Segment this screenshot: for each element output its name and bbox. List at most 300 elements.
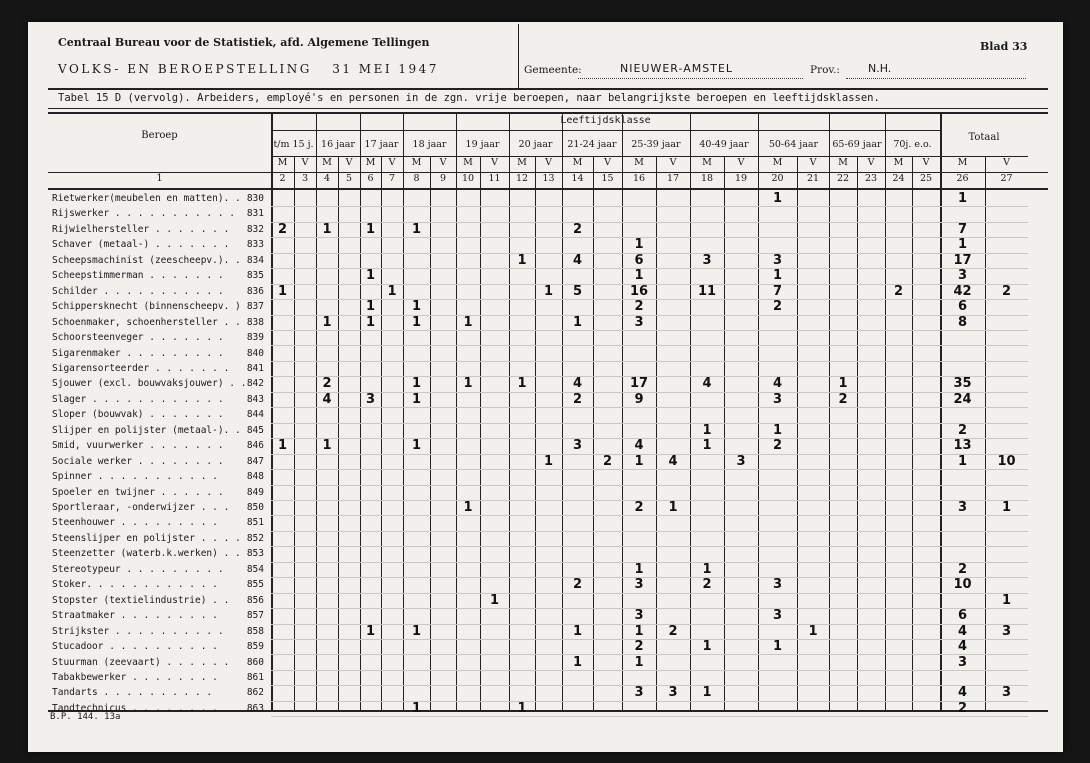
count-cell: 8 bbox=[957, 314, 968, 330]
column-number: 5 bbox=[345, 173, 353, 184]
occupation-label: Stucadoor . . . . . . . . . . bbox=[52, 641, 218, 653]
occupation-code: 839 bbox=[246, 332, 264, 344]
table-row bbox=[28, 316, 1063, 331]
count-cell: 3 bbox=[772, 577, 783, 593]
sex-label-v: V bbox=[545, 157, 552, 168]
count-cell: 1 bbox=[957, 453, 968, 469]
table-row bbox=[28, 331, 1063, 346]
occupation-code: 859 bbox=[246, 641, 264, 653]
count-cell: 3 bbox=[634, 314, 644, 330]
count-cell: 1 bbox=[411, 314, 422, 330]
sex-label-v: V bbox=[922, 157, 930, 168]
table-row bbox=[28, 424, 1063, 439]
count-cell: 4 bbox=[957, 685, 968, 701]
count-cell: 2 bbox=[322, 376, 332, 392]
occupation-label: Schoorsteenveger . . . . . . . bbox=[52, 332, 224, 344]
column-number: 21 bbox=[806, 173, 820, 184]
count-cell: 1 bbox=[322, 221, 332, 237]
count-cell: 1 bbox=[668, 500, 678, 515]
occupation-label: Rijswerker . . . . . . . . . . . bbox=[52, 208, 236, 220]
table-row bbox=[28, 393, 1063, 408]
count-cell: 1 bbox=[572, 654, 583, 670]
occupation-code: 861 bbox=[246, 671, 264, 683]
count-cell: 1 bbox=[634, 654, 644, 670]
sex-label-v: V bbox=[867, 157, 875, 168]
sex-label-m: M bbox=[277, 157, 288, 168]
occupation-code: 838 bbox=[246, 316, 264, 328]
table-row bbox=[28, 532, 1063, 547]
column-number: 9 bbox=[439, 173, 447, 184]
sex-label-v: V bbox=[439, 157, 447, 168]
count-cell: 3 bbox=[957, 500, 968, 515]
count-cell: 1 bbox=[1001, 500, 1012, 515]
count-cell: 6 bbox=[634, 252, 644, 268]
count-cell: 2 bbox=[893, 283, 904, 299]
count-cell: 2 bbox=[772, 438, 783, 454]
count-cell: 10 bbox=[997, 453, 1016, 469]
count-cell: 4 bbox=[702, 376, 712, 392]
count-cell: 2 bbox=[572, 221, 583, 237]
occupation-code: 831 bbox=[246, 208, 264, 220]
occupation-label: Stereotypeur . . . . . . . . . bbox=[52, 563, 224, 575]
table-row bbox=[28, 578, 1063, 593]
occupation-label: Spoeler en twijner . . . . . . bbox=[52, 486, 224, 498]
occupation-label: Stoker. . . . . . . . . . . . bbox=[52, 579, 218, 591]
count-cell: 1 bbox=[957, 191, 968, 206]
table-row bbox=[28, 702, 1063, 717]
count-cell: 2 bbox=[1001, 283, 1012, 299]
count-cell: 3 bbox=[772, 252, 783, 268]
count-cell: 2 bbox=[702, 577, 712, 593]
table-row bbox=[28, 223, 1063, 238]
count-cell: 7 bbox=[772, 283, 783, 299]
table-row bbox=[28, 501, 1063, 516]
occupation-code: 834 bbox=[246, 254, 264, 266]
count-cell: 13 bbox=[953, 438, 972, 454]
sex-label-m: M bbox=[463, 157, 473, 168]
count-cell: 4 bbox=[634, 438, 644, 454]
occupation-code: 858 bbox=[246, 625, 264, 637]
age-header-rule bbox=[271, 130, 940, 131]
prov-label: Prov.: bbox=[810, 64, 840, 76]
form-code: B.P. 144. 13a bbox=[50, 712, 121, 722]
table-row bbox=[28, 656, 1063, 671]
table-row bbox=[28, 563, 1063, 578]
count-cell: 1 bbox=[517, 376, 527, 392]
beroep-col-number: 1 bbox=[156, 173, 163, 184]
count-cell: 3 bbox=[702, 252, 712, 268]
occupation-label: Schaver (metaal-) . . . . . . . bbox=[52, 239, 230, 251]
occupation-label: Sociale werker . . . . . . . . bbox=[52, 455, 224, 467]
occupation-label: Tandtechnicus . . . . . . . . bbox=[52, 702, 218, 714]
column-number: 6 bbox=[367, 173, 374, 184]
prov-underline bbox=[846, 78, 1026, 79]
count-cell: 11 bbox=[697, 283, 717, 299]
age-group-header: 50-64 jaar bbox=[768, 139, 819, 150]
count-cell: 3 bbox=[365, 391, 376, 407]
count-cell: 1 bbox=[634, 268, 644, 284]
column-number: 12 bbox=[515, 173, 529, 184]
count-cell: 2 bbox=[957, 700, 968, 716]
sex-label-v: V bbox=[388, 157, 396, 168]
occupation-code: 841 bbox=[246, 362, 264, 374]
occupation-label: Rietwerker(meubelen en matten). . bbox=[52, 193, 241, 204]
count-cell: 3 bbox=[957, 268, 968, 284]
occupation-label: Steenslijper en polijster . . . . bbox=[52, 532, 241, 544]
occupation-label: Rijwielhersteller . . . . . . . bbox=[52, 223, 230, 235]
table-row bbox=[28, 640, 1063, 655]
census-sheet bbox=[28, 22, 1063, 752]
count-cell: 1 bbox=[543, 283, 554, 299]
count-cell: 17 bbox=[953, 252, 972, 268]
count-cell: 1 bbox=[772, 639, 783, 655]
column-number: 15 bbox=[601, 173, 614, 184]
count-cell: 1 bbox=[634, 453, 644, 469]
column-number: 18 bbox=[700, 173, 714, 184]
count-cell: 4 bbox=[772, 376, 783, 392]
count-cell: 1 bbox=[277, 283, 288, 299]
caption-rule bbox=[48, 108, 1048, 109]
column-number: 26 bbox=[956, 173, 969, 184]
count-cell: 10 bbox=[953, 577, 972, 593]
column-number: 14 bbox=[571, 173, 584, 184]
occupation-code: 832 bbox=[246, 223, 264, 235]
age-group-header: 17 jaar bbox=[364, 139, 399, 150]
count-cell: 2 bbox=[772, 299, 783, 315]
sex-label-v: V bbox=[301, 157, 309, 168]
count-cell: 3 bbox=[634, 577, 644, 593]
count-cell: 4 bbox=[668, 453, 678, 469]
count-cell: 1 bbox=[277, 438, 288, 454]
count-cell: 1 bbox=[702, 561, 712, 577]
occupation-code: 835 bbox=[246, 270, 264, 282]
count-cell: 4 bbox=[572, 376, 583, 392]
sex-label-m: M bbox=[411, 157, 422, 168]
age-group-header: 25-39 jaar bbox=[631, 139, 681, 150]
table-row bbox=[28, 625, 1063, 640]
prov-value: N.H. bbox=[868, 62, 892, 75]
count-cell: 1 bbox=[387, 283, 397, 299]
occupation-label: Slijper en polijster (metaal-). . bbox=[52, 424, 241, 436]
table-row bbox=[28, 516, 1063, 531]
column-number: 3 bbox=[301, 173, 309, 184]
occupation-code: 843 bbox=[246, 393, 264, 405]
occupation-code: 857 bbox=[246, 610, 264, 622]
table-caption: Tabel 15 D (vervolg). Arbeiders, employé's en personen in de zgn. vrije beroepen, naar belangrijkste beroepen en leeftijdsklassen. bbox=[58, 92, 880, 104]
count-cell: 1 bbox=[411, 221, 422, 237]
count-cell: 1 bbox=[1001, 592, 1012, 608]
count-cell: 3 bbox=[772, 391, 783, 407]
column-number: 2 bbox=[279, 173, 286, 184]
occupation-label: Slager . . . . . . . . . . . . bbox=[52, 393, 224, 405]
count-cell: 1 bbox=[322, 438, 332, 454]
occupation-label: Tabakbewerker . . . . . . . . bbox=[52, 671, 218, 683]
sex-label-m: M bbox=[322, 157, 332, 168]
count-cell: 2 bbox=[602, 453, 613, 469]
column-number: 8 bbox=[413, 173, 420, 184]
count-cell: 7 bbox=[957, 221, 968, 237]
age-group-header: t/m 15 j. bbox=[273, 139, 314, 150]
count-cell: 1 bbox=[489, 592, 500, 608]
count-cell: 1 bbox=[463, 376, 473, 392]
count-cell: 1 bbox=[572, 623, 583, 639]
gemeente-label: Gemeente: bbox=[524, 64, 582, 76]
occupation-label: Sigarensorteerder . . . . . . . bbox=[52, 362, 230, 374]
count-cell: 1 bbox=[411, 700, 422, 716]
count-cell: 4 bbox=[572, 252, 583, 268]
column-number: 16 bbox=[632, 173, 646, 184]
column-number: 25 bbox=[919, 173, 933, 184]
occupation-code: 830 bbox=[246, 193, 264, 204]
count-cell: 4 bbox=[957, 623, 968, 639]
age-group-header: 20 jaar bbox=[518, 139, 553, 150]
gemeente-underline bbox=[578, 78, 803, 79]
count-cell: 1 bbox=[772, 268, 783, 284]
occupation-code: 862 bbox=[246, 687, 264, 699]
count-cell: 1 bbox=[322, 314, 332, 330]
column-number: 4 bbox=[323, 173, 331, 184]
count-cell: 3 bbox=[736, 453, 746, 469]
count-cell: 2 bbox=[668, 623, 678, 639]
occupation-label: Schoenmaker, schoenhersteller . . bbox=[52, 316, 241, 328]
bureau-title: Centraal Bureau voor de Statistiek, afd. Algemene Tellingen bbox=[58, 36, 430, 49]
count-cell: 5 bbox=[572, 283, 583, 299]
column-number: 17 bbox=[666, 173, 680, 184]
occupation-label: Stopster (textielindustrie) . . bbox=[52, 594, 230, 606]
count-cell: 1 bbox=[543, 453, 554, 469]
count-cell: 1 bbox=[411, 438, 422, 454]
title-rule bbox=[48, 88, 1048, 90]
occupation-label: Strijkster . . . . . . . . . . bbox=[52, 625, 224, 637]
age-group-header: 21-24 jaar bbox=[567, 139, 617, 150]
occupation-code: 837 bbox=[246, 301, 264, 313]
occupation-code: 863 bbox=[246, 702, 264, 714]
count-cell: 1 bbox=[634, 237, 644, 253]
count-cell: 6 bbox=[957, 299, 968, 315]
count-cell: 24 bbox=[953, 391, 972, 407]
age-group-header: 16 jaar bbox=[321, 139, 355, 150]
column-number: 23 bbox=[864, 173, 878, 184]
occupation-label: Schippersknecht (binnenscheepv. ) bbox=[52, 301, 241, 313]
count-cell: 1 bbox=[365, 299, 376, 315]
count-cell: 1 bbox=[463, 314, 473, 330]
occupation-code: 854 bbox=[246, 563, 264, 575]
count-cell: 3 bbox=[668, 685, 678, 701]
table-row bbox=[28, 238, 1063, 253]
count-cell: 1 bbox=[634, 623, 644, 639]
count-cell: 4 bbox=[322, 391, 332, 407]
occupation-code: 842 bbox=[246, 378, 264, 390]
count-cell: 2 bbox=[277, 221, 288, 237]
count-cell: 1 bbox=[808, 623, 818, 639]
table-row bbox=[28, 362, 1063, 377]
table-top-rule bbox=[48, 112, 1048, 114]
count-cell: 2 bbox=[957, 561, 968, 577]
occupation-code: 840 bbox=[246, 347, 264, 359]
column-number: 22 bbox=[836, 173, 850, 184]
count-cell: 9 bbox=[634, 391, 644, 407]
count-cell: 1 bbox=[572, 314, 583, 330]
table-row bbox=[28, 609, 1063, 624]
sex-label-m: M bbox=[572, 157, 583, 168]
count-cell: 1 bbox=[838, 376, 848, 392]
column-number: 13 bbox=[542, 173, 555, 184]
count-cell: 1 bbox=[365, 623, 376, 639]
occupation-label: Straatmaker . . . . . . . . . bbox=[52, 610, 218, 622]
count-cell: 1 bbox=[517, 700, 527, 716]
header-divider bbox=[518, 24, 519, 88]
sex-label-v: V bbox=[604, 157, 611, 168]
occupation-label: Stuurman (zeevaart) . . . . . . bbox=[52, 656, 230, 668]
count-cell: 2 bbox=[634, 299, 644, 315]
table-row bbox=[28, 486, 1063, 501]
age-group-header: 70j. e.o. bbox=[893, 139, 932, 150]
count-cell: 1 bbox=[772, 191, 783, 206]
table-row bbox=[28, 300, 1063, 315]
occupation-label: Sjouwer (excl. bouwvaksjouwer) . . bbox=[52, 378, 247, 390]
occupation-code: 855 bbox=[246, 579, 264, 591]
count-cell: 4 bbox=[957, 639, 968, 655]
table-row bbox=[28, 347, 1063, 362]
occupation-code: 860 bbox=[246, 656, 264, 668]
count-cell: 1 bbox=[463, 500, 473, 515]
age-group-header: 40-49 jaar bbox=[699, 139, 749, 150]
occupation-label: Steenzetter (waterb.k.werken) . . bbox=[52, 548, 241, 560]
occupation-label: Steenhouwer . . . . . . . . . bbox=[52, 517, 218, 529]
sex-label-v: V bbox=[737, 157, 745, 168]
occupation-code: 848 bbox=[246, 471, 264, 483]
sheet-number: Blad 33 bbox=[980, 40, 1028, 53]
count-cell: 3 bbox=[772, 608, 783, 624]
count-cell: 1 bbox=[702, 639, 712, 655]
occupation-label: Sigarenmaker . . . . . . . . . bbox=[52, 347, 224, 359]
count-cell: 1 bbox=[411, 376, 422, 392]
occupation-code: 833 bbox=[246, 239, 264, 251]
count-cell: 1 bbox=[772, 422, 783, 438]
body-top-rule bbox=[48, 188, 1048, 190]
count-cell: 2 bbox=[572, 577, 583, 593]
column-number: 27 bbox=[1000, 173, 1013, 184]
occupation-label: Sloper (bouwvak) . . . . . . . bbox=[52, 409, 224, 421]
count-cell: 1 bbox=[634, 561, 644, 577]
occupation-code: 849 bbox=[246, 486, 264, 498]
occupation-code: 856 bbox=[246, 594, 264, 606]
sex-label-m: M bbox=[702, 157, 712, 168]
occupation-label: Scheepsmachinist (zeescheepv.). . bbox=[52, 254, 241, 266]
count-cell: 3 bbox=[957, 654, 968, 670]
occupation-label: Schilder . . . . . . . . . . . bbox=[52, 285, 224, 297]
sex-label-v: V bbox=[491, 157, 498, 168]
table-row bbox=[28, 470, 1063, 485]
count-cell: 1 bbox=[365, 314, 376, 330]
column-number: 20 bbox=[771, 173, 784, 184]
count-cell: 17 bbox=[629, 376, 649, 392]
count-cell: 1 bbox=[517, 252, 527, 268]
gemeente-value: NIEUWER-AMSTEL bbox=[620, 62, 734, 75]
count-cell: 1 bbox=[702, 422, 712, 438]
sex-label-m: M bbox=[517, 157, 527, 168]
beroep-header: Beroep bbox=[141, 130, 178, 141]
occupation-code: 836 bbox=[246, 285, 264, 297]
sex-label-v: V bbox=[1003, 157, 1010, 168]
table-row bbox=[28, 254, 1063, 269]
sex-label-m: M bbox=[838, 157, 848, 168]
sex-label-v: V bbox=[809, 157, 817, 168]
occupation-code: 853 bbox=[246, 548, 264, 560]
count-cell: 2 bbox=[634, 500, 644, 515]
occupation-code: 844 bbox=[246, 409, 264, 421]
count-cell: 1 bbox=[411, 623, 422, 639]
table-row bbox=[28, 671, 1063, 686]
table-row bbox=[28, 408, 1063, 423]
count-cell: 3 bbox=[572, 438, 583, 454]
occupation-code: 852 bbox=[246, 532, 264, 544]
table-row bbox=[28, 377, 1063, 392]
count-cell: 1 bbox=[365, 221, 376, 237]
occupation-code: 851 bbox=[246, 517, 264, 529]
occupation-code: 847 bbox=[246, 455, 264, 467]
column-number: 24 bbox=[892, 173, 905, 184]
sex-label-m: M bbox=[365, 157, 376, 168]
count-cell: 1 bbox=[411, 391, 422, 407]
row-rule bbox=[271, 716, 1028, 717]
table-row bbox=[28, 207, 1063, 222]
table-row bbox=[28, 455, 1063, 470]
sex-label-m: M bbox=[634, 157, 644, 168]
census-date: 31 MEI 1947 bbox=[332, 62, 439, 76]
count-cell: 3 bbox=[634, 685, 644, 701]
table-row bbox=[28, 269, 1063, 284]
table-row bbox=[28, 192, 1063, 207]
leeftijd-header: Leeftijdsklasse bbox=[560, 115, 651, 126]
occupation-label: Spinner . . . . . . . . . . . bbox=[52, 471, 218, 483]
occupation-code: 846 bbox=[246, 440, 264, 452]
table-row bbox=[28, 686, 1063, 701]
occupation-label: Sportleraar, -onderwijzer . . . bbox=[52, 502, 230, 513]
count-cell: 1 bbox=[957, 237, 968, 253]
column-number: 11 bbox=[488, 173, 501, 184]
count-cell: 3 bbox=[1001, 685, 1012, 701]
count-cell: 1 bbox=[411, 299, 422, 315]
age-group-header: 19 jaar bbox=[465, 139, 500, 150]
sex-label-v: V bbox=[345, 157, 353, 168]
occupation-code: 845 bbox=[246, 424, 264, 436]
count-cell: 16 bbox=[629, 283, 649, 299]
occupation-label: Tandarts . . . . . . . . . . bbox=[52, 687, 213, 699]
occupation-label: Scheepstimmerman . . . . . . . bbox=[52, 270, 224, 282]
count-cell: 2 bbox=[838, 391, 848, 407]
count-cell: 3 bbox=[1001, 623, 1012, 639]
sex-label-m: M bbox=[957, 157, 968, 168]
census-title bbox=[58, 62, 439, 76]
totaal-header: Totaal bbox=[968, 132, 1000, 143]
count-cell: 42 bbox=[953, 283, 972, 299]
count-cell: 35 bbox=[953, 376, 972, 392]
count-cell: 1 bbox=[365, 268, 376, 284]
table-row bbox=[28, 439, 1063, 454]
sex-header-rule bbox=[271, 156, 1028, 157]
age-group-header: 18 jaar bbox=[412, 139, 447, 150]
column-number: 10 bbox=[461, 173, 475, 184]
count-cell: 2 bbox=[634, 639, 644, 655]
age-group-header: 65-69 jaar bbox=[832, 139, 882, 150]
table-row bbox=[28, 547, 1063, 562]
column-number: 19 bbox=[734, 173, 748, 184]
count-cell: 6 bbox=[957, 608, 968, 624]
table-row bbox=[28, 285, 1063, 300]
count-cell: 1 bbox=[702, 685, 712, 701]
count-cell: 2 bbox=[572, 391, 583, 407]
